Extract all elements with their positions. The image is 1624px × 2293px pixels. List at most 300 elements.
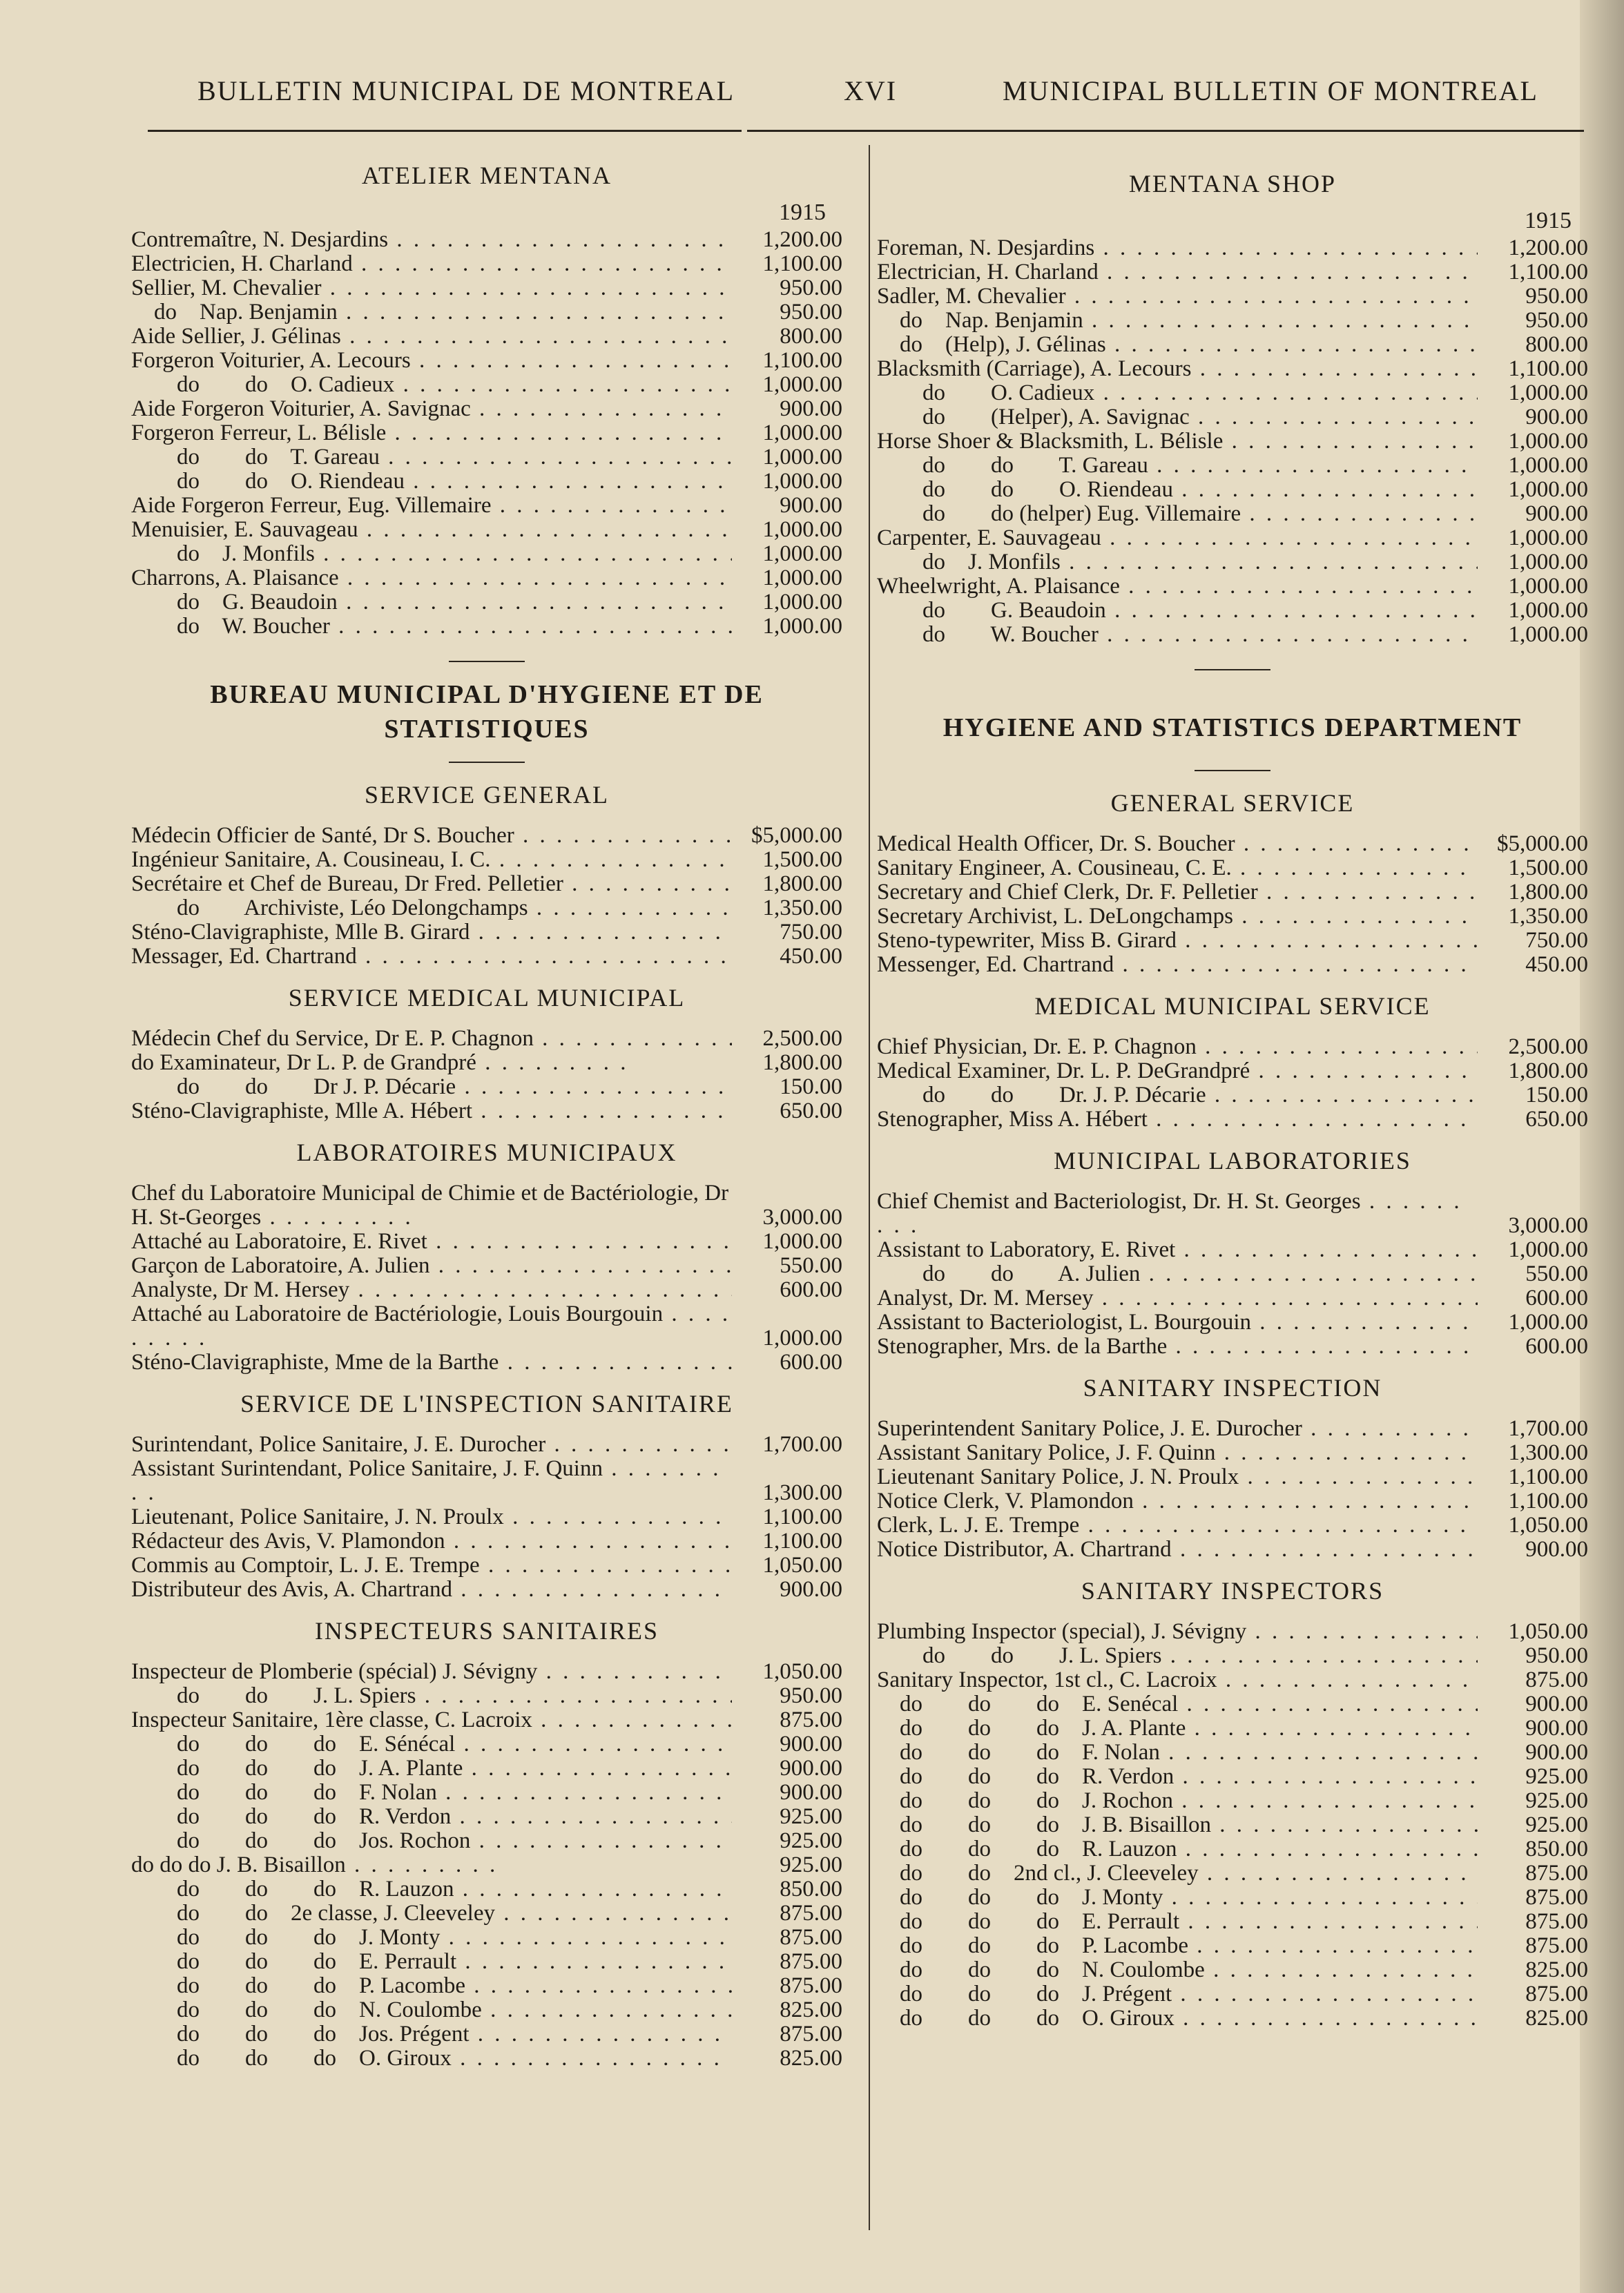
salary-row [877,1668,1588,1692]
salary-amount: 875.00 [1525,1861,1588,1886]
salary-row [877,880,1588,904]
salary-row [877,1741,1588,1765]
salary-amount: 600.00 [780,1277,842,1302]
salary-row [131,1351,842,1375]
header-left-title: BULLETIN MUNICIPAL DE MONTREAL [197,75,735,106]
salary-row [877,1310,1588,1335]
employee-name: Secrétaire et Chef de Bureau, Dr Fred. Pelletier . . . [131,872,732,896]
employee-name: Forgeron Ferreur, L. Bélisle . . . [131,421,732,445]
salary-amount: 900.00 [780,493,842,518]
salary-amount: 1,100.00 [1508,1464,1588,1489]
salary-amount: 650.00 [1525,1107,1588,1132]
salary-amount: 1,000.00 [1508,429,1588,454]
salary-row [877,1886,1588,1910]
salary-amount: 800.00 [780,324,842,349]
french-column [131,145,842,2071]
section-title-labo: LABORATOIRES MUNICIPAUX [296,1139,677,1166]
employee-name: do do do N. Coulombe . . . [131,1998,732,2022]
employee-name: Wheelwright, A. Plaisance . . . [877,574,1478,599]
employee-name: Attaché au Laboratoire de Bactériologie, Louis Bourgouin . . . [131,1302,732,1351]
employee-name: do do do Jos. Prégent . . . [131,2022,732,2047]
salary-amount: 150.00 [780,1074,842,1099]
employee-name: Assistant to Bacteriologist, L. Bourgouin . . . [877,1310,1478,1335]
column-divider [869,145,870,2230]
salary-amount: 950.00 [780,300,842,325]
salary-amount: $5,000.00 [751,823,842,848]
salary-row [877,1765,1588,1789]
employee-name: Lieutenant, Police Sanitaire, J. N. Proulx . . . [131,1505,732,1529]
salary-amount: 1,800.00 [762,871,842,896]
section-title-inspection: SERVICE DE L'INSPECTION SANITAIRE [240,1390,733,1418]
salary-amount: 900.00 [780,1577,842,1602]
salary-row [877,1238,1588,1262]
employee-name: Sténo-Clavigraphiste, Mlle B. Girard . . . [131,920,732,945]
section-title-inspectors: SANITARY INSPECTORS [1081,1577,1384,1605]
salary-row [131,1505,842,1529]
salary-row [877,1837,1588,1861]
salary-amount: 900.00 [780,396,842,421]
salary-amount: $5,000.00 [1497,831,1588,856]
employee-name: Foreman, N. Desjardins . . . [877,236,1478,260]
salary-amount: 875.00 [1525,1982,1588,2006]
salary-row [877,1441,1588,1465]
salary-row [877,1789,1588,1813]
salary-row [877,1262,1588,1286]
salary-row [131,824,842,848]
salary-amount: 450.00 [780,944,842,969]
salary-amount: 1,100.00 [762,348,842,373]
salary-amount: 1,000.00 [762,614,842,639]
employee-name: do do O. Riendeau . . . [131,470,732,494]
salary-row [877,1083,1588,1107]
salary-row [131,1099,842,1123]
employee-name: Sanitary Engineer, A. Cousineau, C. E. . . . [877,856,1478,880]
employee-name: Inspecteur Sanitaire, 1ère classe, C. Lacroix . . . [131,1708,732,1732]
salary-amount: 1,000.00 [1508,1237,1588,1262]
employee-name: Electrician, H. Charland . . . [877,260,1478,284]
employee-name: Forgeron Voiturier, A. Lecours . . . [131,349,732,373]
salary-amount: 1,000.00 [1508,453,1588,478]
employee-name: do do do J. A. Plante . . . [131,1757,732,1781]
service-general-list [131,824,842,969]
section-title-inspection: SANITARY INSPECTION [1083,1374,1382,1402]
salary-row [131,566,842,590]
employee-name: Sténo-Clavigraphiste, Mme de la Barthe . . . [131,1351,732,1375]
salary-amount: 750.00 [1525,928,1588,953]
employee-name: do do 2e classe, J. Cleeveley . . . [131,1902,732,1926]
salary-row [877,1538,1588,1562]
salary-row [131,1254,842,1278]
employee-name: Secretary Archivist, L. DeLongchamps . . . [877,904,1478,929]
salary-amount: 1,000.00 [1508,550,1588,574]
medical-list [877,1035,1588,1132]
employee-name: Garçon de Laboratoire, A. Julien . . . [131,1254,732,1278]
salary-row [877,429,1588,454]
salary-row [131,445,842,470]
employee-name: do G. Beaudoin . . . [877,599,1478,623]
salary-amount: 600.00 [1525,1334,1588,1359]
salary-amount: 900.00 [1525,1537,1588,1562]
employee-name: do do do J. Monty . . . [877,1886,1478,1910]
salary-amount: 600.00 [780,1350,842,1375]
employee-name: Sténo-Clavigraphiste, Mlle A. Hébert . . . [131,1099,732,1123]
employee-name: Stenographer, Miss A. Hébert . . . [877,1107,1478,1132]
salary-row [877,1335,1588,1359]
employee-name: Blacksmith (Carriage), A. Lecours . . . [877,357,1478,381]
employee-name: do do do E. Sénécal . . . [131,1732,732,1757]
salary-amount: 1,000.00 [762,372,842,397]
salary-amount: 1,000.00 [762,1229,842,1254]
employee-name: Clerk, L. J. E. Trempe . . . [877,1513,1478,1538]
salary-amount: 3,000.00 [762,1205,842,1230]
employee-name: do do do Jos. Rochon . . . [131,1829,732,1853]
inspection-list [131,1433,842,1602]
salary-row [131,2047,842,2071]
salary-row [131,1027,842,1051]
salary-row [131,518,842,542]
section-title-medical: MEDICAL MUNICIPAL SERVICE [1034,992,1431,1020]
employee-name: Chief Physician, Dr. E. P. Chagnon . . . [877,1035,1478,1059]
salary-row [877,1035,1588,1059]
employee-name: do do T. Gareau . . . [131,445,732,470]
employee-name: do Examinateur, Dr L. P. de Grandpré . . . [131,1051,732,1075]
employee-name: Sadler, M. Chevalier . . . [877,284,1478,309]
salary-row [131,252,842,276]
salary-amount: 1,300.00 [1508,1440,1588,1465]
salary-row [131,1998,842,2022]
salary-row [131,2022,842,2047]
salary-amount: 925.00 [1525,1788,1588,1813]
employee-name: do do do R. Lauzon . . . [131,1877,732,1902]
salary-row [877,623,1588,647]
employee-name: Assistant Surintendant, Police Sanitaire, J. F. Quinn . . . [131,1457,732,1505]
salary-row [131,945,842,969]
salary-row [131,1578,842,1602]
salary-row [131,325,842,349]
employee-name: Médecin Officier de Santé, Dr S. Boucher . . . [131,824,732,848]
section-title-service-general: SERVICE GENERAL [364,781,610,809]
employee-name: Analyst, Dr. M. Mersey . . . [877,1286,1478,1310]
salary-row [877,381,1588,405]
salary-amount: 875.00 [780,1973,842,1998]
employee-name: Ingénieur Sanitaire, A. Cousineau, I. C. . . . [131,848,732,872]
salary-amount: 1,500.00 [1508,855,1588,880]
employee-name: Inspecteur de Plomberie (spécial) J. Sévigny . . . [131,1660,732,1684]
salary-amount: 1,700.00 [1508,1416,1588,1441]
salary-amount: 1,050.00 [762,1659,842,1684]
employee-name: Aide Forgeron Voiturier, A. Savignac . . . [131,397,732,421]
salary-row [131,848,842,872]
employee-name: do do do J. B. Bisaillon . . . [877,1813,1478,1837]
salary-amount: 1,700.00 [762,1432,842,1457]
employee-name: Sanitary Inspector, 1st cl., C. Lacroix . . . [877,1668,1478,1692]
salary-amount: 900.00 [1525,1740,1588,1765]
salary-row [877,1958,1588,1982]
salary-amount: 1,000.00 [762,541,842,566]
employee-name: Notice Clerk, V. Plamondon . . . [877,1489,1478,1513]
salary-row [131,1732,842,1757]
salary-row [877,1190,1588,1238]
employee-name: Distributeur des Avis, A. Chartrand . . . [131,1578,732,1602]
employee-name: Medical Examiner, Dr. L. P. DeGrandpré . . . [877,1059,1478,1083]
salary-row [131,1757,842,1781]
salary-row [131,896,842,920]
salary-row [877,260,1588,284]
salary-amount: 1,000.00 [1508,574,1588,599]
salary-row [877,309,1588,333]
employee-name: do do do J. A. Plante . . . [877,1716,1478,1741]
employee-name: do do do R. Lauzon . . . [877,1837,1478,1861]
salary-row [877,1059,1588,1083]
employee-name: Attaché au Laboratoire, E. Rivet . . . [131,1230,732,1254]
salary-row [877,1692,1588,1716]
employee-name: Médecin Chef du Service, Dr E. P. Chagnon . . . [131,1027,732,1051]
employee-name: do Nap. Benjamin . . . [131,300,732,325]
salary-amount: 925.00 [780,1828,842,1853]
employee-name: Superintendent Sanitary Police, J. E. Durocher . . . [877,1417,1478,1441]
section-divider [1195,669,1270,670]
salary-row [877,333,1588,357]
shop-list [877,236,1588,647]
employee-name: Assistant Sanitary Police, J. F. Quinn . . . [877,1441,1478,1465]
salary-row [131,1302,842,1351]
salary-row [877,1934,1588,1958]
salary-row [131,1181,842,1230]
salary-row [877,405,1588,429]
employee-name: Aide Forgeron Ferreur, Eug. Villemaire . . . [131,494,732,518]
salary-row [877,550,1588,574]
employee-name: Messager, Ed. Chartrand . . . [131,945,732,969]
salary-row [131,1902,842,1926]
salary-amount: 925.00 [780,1804,842,1829]
salary-amount: 1,350.00 [762,896,842,920]
employee-name: Notice Distributor, A. Chartrand . . . [877,1538,1478,1562]
salary-amount: 1,000.00 [762,590,842,615]
section-divider [1195,770,1270,771]
section-title-shop: MENTANA SHOP [1128,170,1337,197]
salary-amount: 900.00 [780,1780,842,1805]
salary-amount: 1,100.00 [1508,260,1588,284]
salary-amount: 550.00 [780,1253,842,1278]
salary-row [877,526,1588,550]
inspection-list [877,1417,1588,1562]
salary-amount: 875.00 [780,1707,842,1732]
salary-amount: 1,000.00 [1508,525,1588,550]
employee-name: do do O. Riendeau . . . [877,478,1478,502]
salary-row [131,373,842,397]
section-title-bureau: BUREAU MUNICIPAL D'HYGIENE ET DE STATISTIQUES [210,680,764,744]
salary-row [131,470,842,494]
section-title-medical: SERVICE MEDICAL MUNICIPAL [288,984,686,1012]
employee-name: do do Dr. J. P. Décarie . . . [877,1083,1478,1107]
salary-amount: 950.00 [1525,308,1588,333]
employee-name: do do do R. Verdon . . . [877,1765,1478,1789]
salary-row [131,1433,842,1457]
salary-row [877,953,1588,977]
atelier-list [131,228,842,639]
salary-amount: 2,500.00 [762,1026,842,1051]
salary-row [877,599,1588,623]
employee-name: do do do J. Prégent . . . [877,1982,1478,2006]
salary-amount: 1,050.00 [762,1553,842,1578]
salary-amount: 1,100.00 [762,251,842,276]
employee-name: do G. Beaudoin . . . [131,590,732,615]
salary-amount: 1,000.00 [1508,477,1588,502]
employee-name: Electricien, H. Charland . . . [131,252,732,276]
salary-amount: 850.00 [780,1877,842,1902]
labo-list [131,1181,842,1375]
salary-amount: 825.00 [1525,2006,1588,2031]
salary-row [131,349,842,373]
salary-amount: 1,000.00 [762,517,842,542]
employee-name: do do J. L. Spiers . . . [131,1684,732,1708]
salary-amount: 1,100.00 [762,1505,842,1529]
inspectors-list [877,1620,1588,2031]
salary-row [877,1513,1588,1538]
section-title-labo: MUNICIPAL LABORATORIES [1054,1147,1411,1174]
salary-row [877,1644,1588,1668]
employee-name: Commis au Comptoir, L. J. E. Trempe . . . [131,1554,732,1578]
salary-amount: 925.00 [1525,1764,1588,1789]
salary-row [877,1813,1588,1837]
employee-name: Rédacteur des Avis, V. Plamondon . . . [131,1529,732,1554]
salary-row [131,1877,842,1902]
employee-name: do do do F. Nolan . . . [877,1741,1478,1765]
salary-row [131,1529,842,1554]
section-title-atelier: ATELIER MENTANA [361,162,612,189]
salary-row [131,1660,842,1684]
employee-name: do do do N. Coulombe . . . [877,1958,1478,1982]
salary-amount: 925.00 [780,1852,842,1877]
salary-amount: 1,200.00 [762,227,842,252]
salary-amount: 875.00 [1525,1885,1588,1910]
employee-name: Steno-typewriter, Miss B. Girard . . . [877,929,1478,953]
salary-row [877,1465,1588,1489]
employee-name: Charrons, A. Plaisance . . . [131,566,732,590]
employee-name: do do T. Gareau . . . [877,454,1478,478]
salary-amount: 1,200.00 [1508,235,1588,260]
salary-amount: 825.00 [780,2046,842,2071]
year-label: 1915 [779,200,826,225]
salary-amount: 2,500.00 [1508,1034,1588,1059]
salary-row [877,1716,1588,1741]
salary-row [877,1861,1588,1886]
english-column [877,145,1588,2031]
employee-name: do do do O. Giroux . . . [131,2047,732,2071]
employee-name: do do J. L. Spiers . . . [877,1644,1478,1668]
section-divider [449,762,525,763]
salary-row [877,1620,1588,1644]
section-title-department: HYGIENE AND STATISTICS DEPARTMENT [942,713,1522,742]
salary-row [131,228,842,252]
salary-row [131,1230,842,1254]
salary-amount: 900.00 [1525,1716,1588,1741]
section-title-general: GENERAL SERVICE [1110,789,1355,817]
salary-row [877,357,1588,381]
employee-name: Messenger, Ed. Chartrand . . . [877,953,1478,977]
salary-amount: 1,100.00 [1508,356,1588,381]
salary-row [131,421,842,445]
header-right-title: MUNICIPAL BULLETIN OF MONTREAL [1003,75,1538,106]
salary-amount: 875.00 [780,1949,842,1974]
salary-row [131,300,842,325]
employee-name: Carpenter, E. Sauvageau . . . [877,526,1478,550]
salary-amount: 825.00 [1525,1957,1588,1982]
employee-name: do J. Monfils . . . [131,542,732,566]
salary-amount: 1,050.00 [1508,1619,1588,1644]
medical-list [131,1027,842,1123]
year-label: 1915 [1525,208,1572,233]
salary-amount: 825.00 [780,1997,842,2022]
salary-amount: 1,100.00 [1508,1489,1588,1513]
salary-amount: 550.00 [1525,1261,1588,1286]
employee-name: do J. Monfils . . . [877,550,1478,574]
salary-amount: 950.00 [780,275,842,300]
salary-amount: 950.00 [780,1683,842,1708]
employee-name: do do do R. Verdon . . . [131,1805,732,1829]
salary-amount: 1,800.00 [762,1050,842,1075]
employee-name: do do do E. Senécal . . . [877,1692,1478,1716]
employee-name: do (Help), J. Gélinas . . . [877,333,1478,357]
salary-row [131,1853,842,1877]
salary-row [131,590,842,615]
salary-amount: 1,100.00 [762,1529,842,1554]
header-rule-left [148,130,742,132]
salary-row [131,615,842,639]
salary-amount: 950.00 [1525,1643,1588,1668]
employee-name: do O. Cadieux . . . [877,381,1478,405]
salary-amount: 1,350.00 [1508,904,1588,929]
employee-name: do do Dr J. P. Décarie . . . [131,1075,732,1099]
salary-amount: 600.00 [1525,1286,1588,1310]
salary-row [131,276,842,300]
salary-row [131,1950,842,1974]
salary-row [877,929,1588,953]
inspecteurs-list [131,1660,842,2071]
employee-name: Stenographer, Mrs. de la Barthe . . . [877,1335,1478,1359]
salary-amount: 3,000.00 [1508,1213,1588,1238]
salary-row [131,1708,842,1732]
salary-amount: 1,050.00 [1508,1513,1588,1538]
salary-row [877,856,1588,880]
salary-row [877,454,1588,478]
salary-amount: 875.00 [1525,1933,1588,1958]
salary-row [131,1829,842,1853]
salary-row [131,1805,842,1829]
salary-amount: 1,500.00 [762,847,842,872]
salary-amount: 875.00 [1525,1909,1588,1934]
employee-name: do do (helper) Eug. Villemaire . . . [877,502,1478,526]
employee-name: do do do J. Rochon . . . [877,1789,1478,1813]
employee-name: do (Helper), A. Savignac . . . [877,405,1478,429]
salary-row [877,904,1588,929]
employee-name: do do do E. Perrault . . . [131,1950,732,1974]
employee-name: Assistant to Laboratory, E. Rivet . . . [877,1238,1478,1262]
page-number: XVI [844,75,898,106]
employee-name: Secretary and Chief Clerk, Dr. F. Pelletier . . . [877,880,1478,904]
salary-amount: 750.00 [780,920,842,945]
employee-name: do W. Boucher . . . [877,623,1478,647]
salary-amount: 1,000.00 [762,445,842,470]
employee-name: Plumbing Inspector (special), J. Sévigny . . . [877,1620,1478,1644]
salary-row [131,920,842,945]
salary-amount: 450.00 [1525,952,1588,977]
salary-amount: 150.00 [1525,1083,1588,1107]
employee-name: Sellier, M. Chevalier . . . [131,276,732,300]
salary-amount: 900.00 [1525,501,1588,526]
salary-amount: 900.00 [1525,405,1588,429]
salary-row [131,1457,842,1505]
